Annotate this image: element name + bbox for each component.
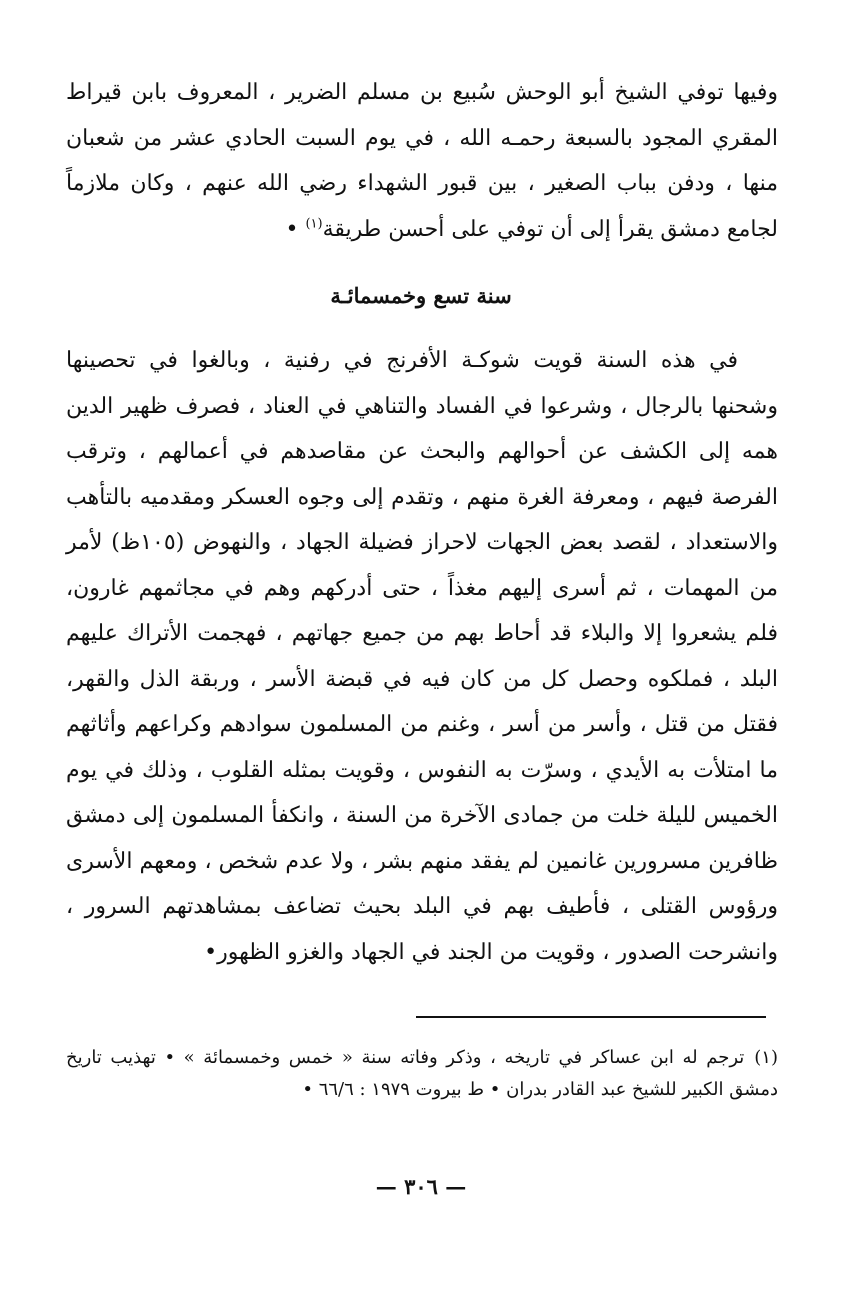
page-number: — ٣٠٦ — (375, 1174, 467, 1199)
footnote-number: (١) (754, 1047, 778, 1068)
section-heading: سنة تسع وخمسمائـة (330, 283, 512, 308)
main-text (66, 70, 778, 252)
footnote-divider (416, 1016, 766, 1018)
main-text-2 (66, 338, 778, 975)
paragraph-1 (66, 70, 778, 252)
footnote-text: ترجم له ابن عساكر في تاريخه ، وذكر وفاته سنة « خمس وخمسمائة » • تهذيب تاريخ دمشق الكبير للشيخ عبد القادر بدران • ط بيروت ١٩٧٩ : ٦٦/٦ • (66, 1047, 778, 1100)
paragraph-2: في هذه السنة قويت شوكـة الأفرنج في رفنية ، وبالغوا في تحصينها وشحنها بالرجال ، وشرعوا في الفساد والتناهي في العناد ، فصرف ظهير الدين همه إلى الكشف عن أحوالهم والبحث عن مقاصدهم في أعمالهم ، وترقب الفرصة فيهم ، ومعرفة الغرة منهم ، وتقدم إلى وجوه العسكر ومقدميه بالتأهب والاستعداد ، لقصد بعض الجهات لاحراز فضيلة الجهاد ، والنهوض (١٠٥ظ) لأمر من المهمات ، ثم أسرى إليهم مغذاً ، حتى أدركهم وهم في مجاثمهم غارون، فلم يشعروا إلا والبلاء قد أحاط بهم من جميع جهاتهم ، فهجمت الأتراك عليهم البلد ، فملكوه وحصل كل من كان فيه في قبضة الأسر ، وربقة الذل والقهر، فقتل من قتل ، وأسر من أسر ، وغنم من المسلمون سوادهم وكراعهم وأثاثهم ما امتلأت به الأيدي ، وسرّت به النفوس ، وقويت بمثله القلوب ، وذلك في يوم الخميس لليلة خلت من جمادى الآخرة من السنة ، وانكفأ المسلمون إلى دمشق ظافرين مسرورين غانمين لم يفقد منهم بشر ، ولا عدم شخص ، ومعهم الأسرى ورؤوس القتلى ، فأطيف بهم في البلد بحيث تضاعف بمشاهدتهم السرور ، وانشرحت الصدور ، وقويت من الجند في الجهاد والغزو الظهور• (66, 348, 778, 965)
footnote (66, 1042, 778, 1106)
paragraph-1-end: • (285, 216, 306, 242)
paragraph-1-text: وفيها توفي الشيخ أبو الوحش سُبيع بن مسلم الضرير ، المعروف بابن قيراط المقري المجود بالسبعة رحمـه الله ، في يوم السبت الحادي عشر من شعبان منها ، ودفن بباب الصغير ، بين قبور الشهداء رضي الله عنهم ، وكان ملازماً لجامع دمشق يقرأ إلى أن توفي على أحسن طريقة (66, 80, 778, 242)
footnote-reference: (١) (305, 216, 323, 232)
